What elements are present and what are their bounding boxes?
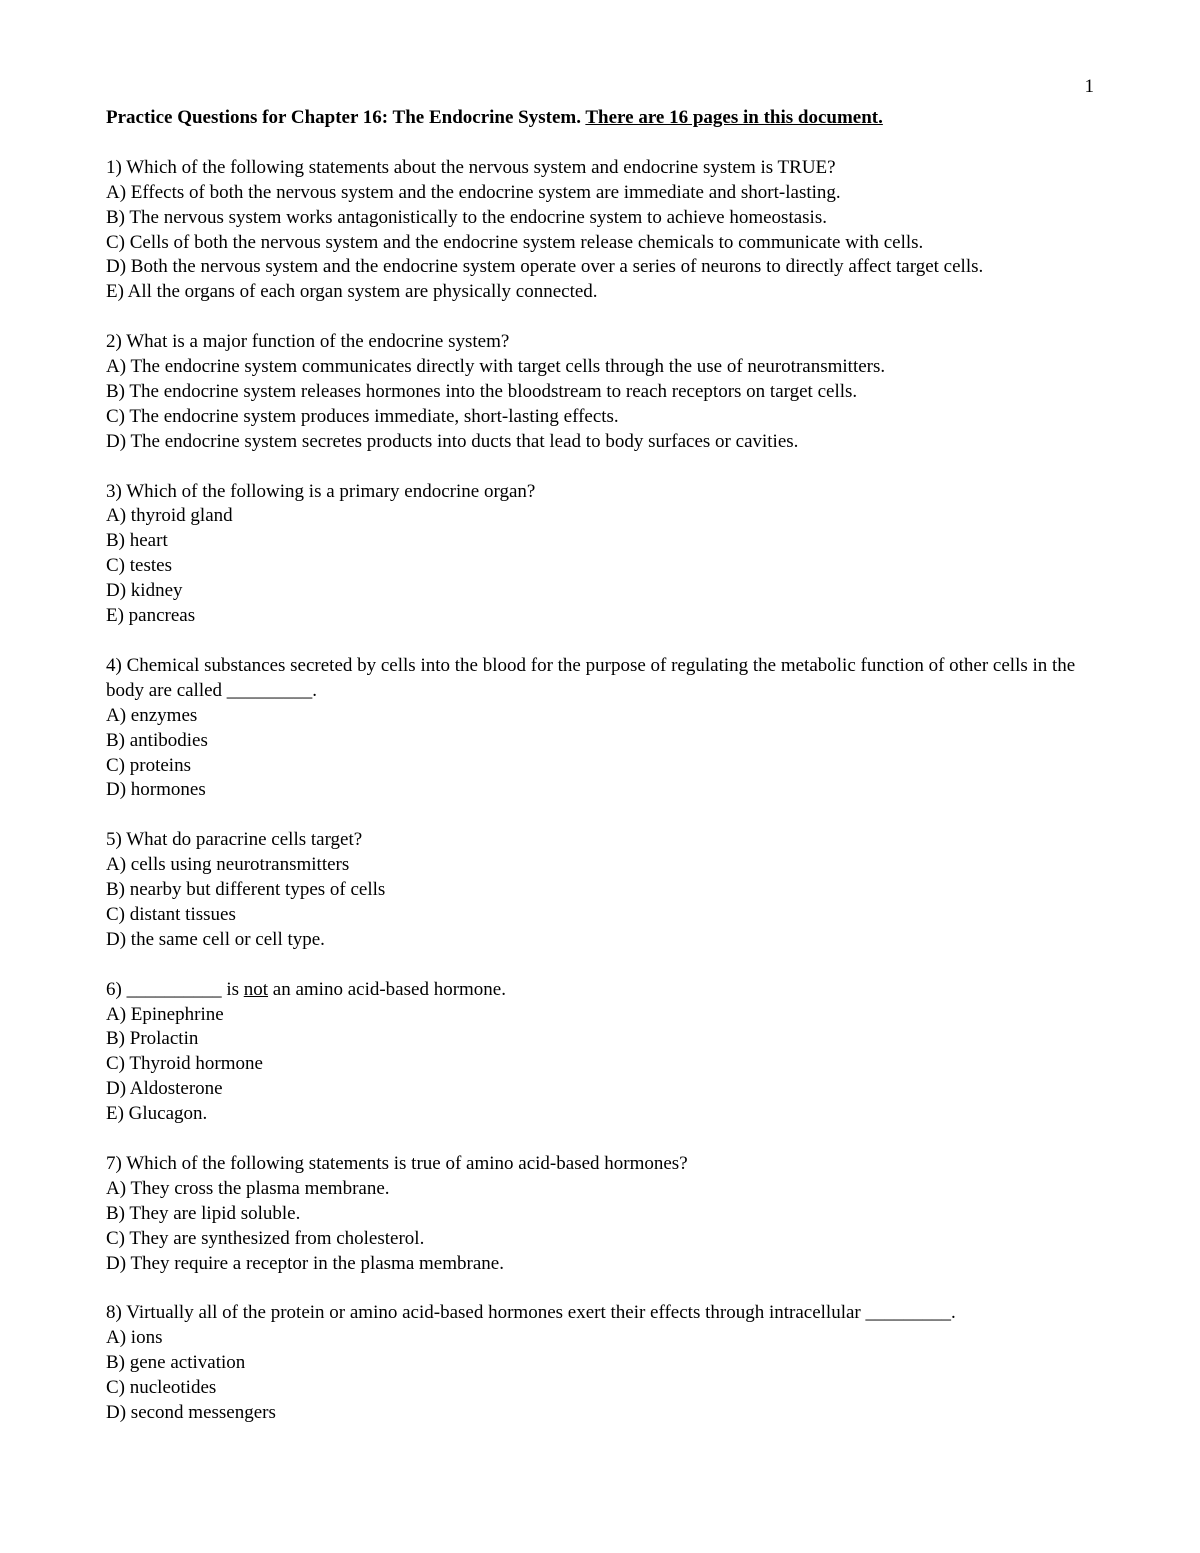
answer-option: A) thyroid gland	[106, 505, 233, 527]
question-stem: 8) Virtually all of the protein or amino acid-based hormones exert their effects through intracellular _________.	[106, 1302, 956, 1324]
question-6	[106, 978, 1096, 1127]
question-5	[106, 828, 1096, 953]
answer-option: A) cells using neurotransmitters	[106, 854, 350, 876]
page-number: 1	[1084, 76, 1094, 97]
answer-option: A) Epinephrine	[106, 1003, 224, 1025]
answer-option: E) pancreas	[106, 605, 196, 627]
answer-option: B) The nervous system works antagonistically to the endocrine system to achieve homeostasis.	[106, 206, 827, 228]
answer-option: A) enzymes	[106, 704, 198, 726]
answer-option: C) proteins	[106, 754, 191, 776]
question-stem: 7) Which of the following statements is true of amino acid-based hormones?	[106, 1152, 688, 1174]
answer-option: B) gene activation	[106, 1352, 246, 1374]
answer-option: A) They cross the plasma membrane.	[106, 1177, 390, 1199]
answer-option: D) the same cell or cell type.	[106, 928, 325, 950]
question-7	[106, 1152, 1096, 1277]
title-page-count-note: There are 16 pages in this document.	[585, 107, 883, 128]
document-body	[106, 106, 1096, 1451]
answer-option: C) Cells of both the nervous system and the endocrine system release chemicals to communicate with cells.	[106, 231, 924, 253]
answer-option: A) Effects of both the nervous system and the endocrine system are immediate and short-lasting.	[106, 181, 841, 203]
answer-option: D) hormones	[106, 779, 206, 801]
document-title	[106, 106, 1096, 131]
answer-option: D) kidney	[106, 580, 183, 602]
answer-option: B) heart	[106, 530, 168, 552]
question-3	[106, 480, 1096, 629]
question-stem-start: 6) __________ is	[106, 978, 244, 1000]
question-stem: 5) What do paracrine cells target?	[106, 829, 363, 851]
answer-option: A) ions	[106, 1327, 163, 1349]
answer-option: C) The endocrine system produces immediate, short-lasting effects.	[106, 405, 619, 427]
question-stem: 4) Chemical substances secreted by cells into the blood for the purpose of regulating the metabolic function of other cells in the body are called _________.	[106, 654, 1076, 701]
answer-option: C) They are synthesized from cholesterol.	[106, 1227, 425, 1249]
question-stem: 3) Which of the following is a primary endocrine organ?	[106, 480, 536, 502]
question-1	[106, 156, 1096, 305]
answer-option: E) All the organs of each organ system are physically connected.	[106, 281, 598, 303]
question-stem	[106, 978, 1096, 1003]
answer-option: D) Aldosterone	[106, 1078, 223, 1100]
question-stem-end: an amino acid-based hormone.	[268, 978, 506, 1000]
answer-option: A) The endocrine system communicates directly with target cells through the use of neurotransmitters.	[106, 356, 886, 378]
answer-option: D) second messengers	[106, 1402, 276, 1423]
answer-option: D) Both the nervous system and the endocrine system operate over a series of neurons to directly affect target cells.	[106, 256, 984, 278]
answer-option: C) Thyroid hormone	[106, 1053, 263, 1075]
answer-option: E) Glucagon.	[106, 1103, 208, 1125]
title-text: Practice Questions for Chapter 16: The Endocrine System.	[106, 107, 586, 128]
answer-option: D) They require a receptor in the plasma membrane.	[106, 1252, 504, 1274]
answer-option: D) The endocrine system secretes products into ducts that lead to body surfaces or cavities.	[106, 430, 799, 452]
question-stem: 2) What is a major function of the endocrine system?	[106, 331, 510, 353]
answer-option: B) They are lipid soluble.	[106, 1202, 301, 1224]
answer-option: C) nucleotides	[106, 1377, 217, 1399]
answer-option: B) The endocrine system releases hormones into the bloodstream to reach receptors on target cells.	[106, 380, 858, 402]
question-stem: 1) Which of the following statements about the nervous system and endocrine system is TRUE?	[106, 156, 836, 178]
question-4	[106, 654, 1096, 803]
answer-option: B) antibodies	[106, 729, 208, 751]
answer-option: C) testes	[106, 555, 172, 577]
answer-option: C) distant tissues	[106, 903, 236, 925]
question-8	[106, 1301, 1096, 1426]
answer-option: B) Prolactin	[106, 1028, 199, 1050]
answer-option: B) nearby but different types of cells	[106, 879, 386, 901]
question-2	[106, 330, 1096, 455]
question-stem-emphasis: not	[243, 978, 269, 1000]
